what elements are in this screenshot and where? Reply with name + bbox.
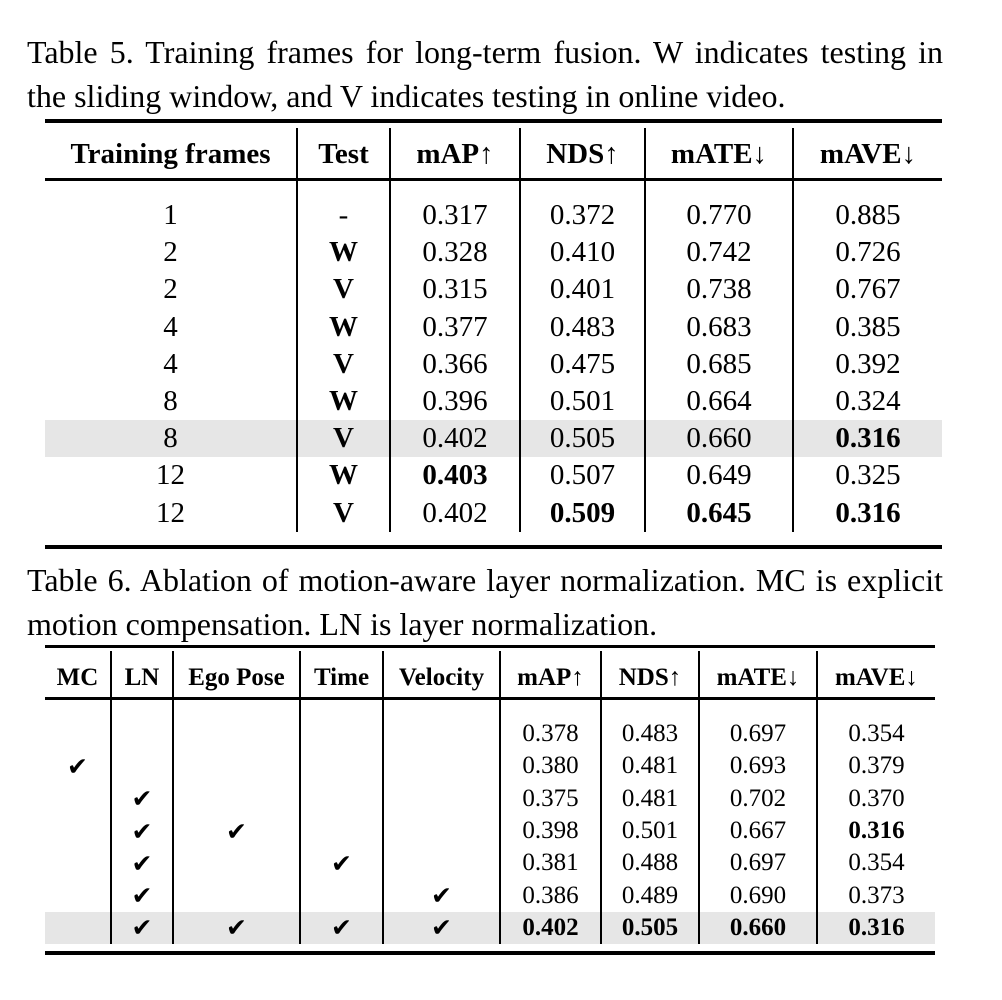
cell: 0.483: [520, 309, 645, 346]
cell: 0.742: [645, 234, 793, 271]
cell: 0.366: [390, 346, 520, 383]
table-row: [45, 197, 942, 234]
cell: [383, 847, 500, 879]
cell: 0.505: [601, 912, 699, 944]
table-row: [45, 495, 942, 532]
cell: 0.885: [835, 199, 901, 232]
table5-header-map: mAP↑: [390, 128, 520, 181]
table6-header-ego-pose: Ego Pose: [173, 651, 300, 704]
cell: 0.489: [601, 879, 699, 911]
table6-header-mc: MC: [45, 651, 111, 704]
cell: [173, 750, 300, 782]
check-icon: ✔: [383, 879, 500, 911]
table-row-highlighted: [45, 912, 935, 944]
cell: 12: [45, 495, 297, 532]
table5-header-mave: mAVE↓: [819, 138, 917, 170]
table5-bottom-rule: [45, 545, 942, 549]
table-row: [45, 271, 942, 308]
cell: 0.370: [848, 784, 905, 812]
cell: 0.386: [500, 879, 601, 911]
cell: 0.401: [520, 271, 645, 308]
cell: W: [297, 383, 390, 420]
cell: V: [297, 495, 390, 532]
cell: 0.770: [645, 197, 793, 234]
cell: 0.315: [390, 271, 520, 308]
cell: 0.690: [699, 879, 817, 911]
cell: 0.385: [835, 310, 901, 343]
cell: [111, 718, 173, 750]
cell: 0.410: [520, 234, 645, 271]
cell: W: [297, 309, 390, 346]
cell: 0.373: [848, 881, 905, 909]
cell: 0.649: [645, 457, 793, 494]
table-row: [45, 346, 942, 383]
cell: 0.645: [645, 495, 793, 532]
cell: 0.324: [835, 385, 901, 418]
cell: W: [297, 457, 390, 494]
table6-header-velocity: Velocity: [383, 651, 500, 704]
check-icon: ✔: [45, 750, 111, 782]
table6: [45, 651, 935, 944]
cell: 1: [45, 197, 297, 234]
table5-top-rule: [45, 119, 942, 123]
cell: 0.738: [645, 271, 793, 308]
table5-caption: Table 5. Training frames for long-term fusion. W indicates testing in the sliding window, and V indicates testing in online video.: [27, 34, 943, 114]
cell: 0.392: [835, 347, 901, 380]
cell: 0.317: [390, 197, 520, 234]
cell: V: [297, 420, 390, 457]
cell: 12: [45, 457, 297, 494]
check-icon: ✔: [173, 815, 300, 847]
cell: [383, 750, 500, 782]
cell: 0.379: [848, 752, 905, 780]
cell: [173, 879, 300, 911]
cell: 0.667: [699, 815, 817, 847]
cell: 4: [45, 309, 297, 346]
check-icon: ✔: [300, 912, 383, 944]
table6-header-nds: NDS↑: [601, 651, 699, 704]
cell: 0.316: [817, 912, 935, 944]
cell: [111, 750, 173, 782]
cell: W: [297, 234, 390, 271]
cell: 0.693: [699, 750, 817, 782]
check-icon: ✔: [111, 783, 173, 815]
cell: 0.396: [390, 383, 520, 420]
cell: 0.660: [645, 420, 793, 457]
cell: 0.354: [848, 849, 905, 877]
cell: 0.378: [500, 718, 601, 750]
cell: 8: [45, 383, 297, 420]
table6-header-row: [45, 651, 935, 704]
cell: 0.380: [500, 750, 601, 782]
check-icon: ✔: [111, 847, 173, 879]
cell: [173, 783, 300, 815]
cell: 0.509: [520, 495, 645, 532]
table-row: [45, 815, 935, 847]
cell: 0.372: [520, 197, 645, 234]
table5-header-training-frames: Training frames: [45, 128, 297, 181]
cell: 0.316: [848, 817, 905, 845]
cell: 0.501: [601, 815, 699, 847]
cell: [300, 783, 383, 815]
cell: 2: [45, 271, 297, 308]
cell: [383, 783, 500, 815]
table-row: [45, 718, 935, 750]
cell: 0.481: [601, 750, 699, 782]
table5-header-mate: mATE↓: [645, 128, 793, 181]
cell: [45, 815, 111, 847]
cell: V: [297, 346, 390, 383]
cell: 0.660: [699, 912, 817, 944]
table5-header-row: [45, 128, 942, 181]
table6-header-ln: LN: [111, 651, 173, 704]
cell: 0.481: [601, 783, 699, 815]
table-row: [45, 309, 942, 346]
cell: 0.702: [699, 783, 817, 815]
cell: 0.683: [645, 309, 793, 346]
cell: [45, 847, 111, 879]
cell: 0.767: [835, 273, 901, 306]
cell: [173, 718, 300, 750]
cell: 0.377: [390, 309, 520, 346]
cell: 0.398: [500, 815, 601, 847]
table-row: [45, 234, 942, 271]
cell: 0.402: [500, 912, 601, 944]
cell: 0.697: [699, 718, 817, 750]
cell: 0.325: [835, 459, 901, 492]
cell: 0.316: [793, 420, 942, 457]
check-icon: ✔: [111, 879, 173, 911]
cell: 2: [45, 234, 297, 271]
cell: 0.402: [390, 495, 520, 532]
cell: [45, 718, 111, 750]
cell: 0.483: [601, 718, 699, 750]
table6-bottom-rule: [45, 951, 935, 955]
table-row: [45, 750, 935, 782]
cell: [45, 912, 111, 944]
cell: 0.664: [645, 383, 793, 420]
cell: 0.328: [390, 234, 520, 271]
cell: 0.488: [601, 847, 699, 879]
table6-caption: Table 6. Ablation of motion-aware layer normalization. MC is explicit motion compensation. LN is layer normalization.: [27, 562, 943, 642]
cell: 0.505: [520, 420, 645, 457]
cell: 0.375: [500, 783, 601, 815]
check-icon: ✔: [383, 912, 500, 944]
cell: [300, 879, 383, 911]
table5: [45, 128, 942, 532]
table5-header-test: Test: [297, 128, 390, 181]
cell: 0.726: [835, 236, 901, 269]
cell: [45, 879, 111, 911]
check-icon: ✔: [173, 912, 300, 944]
check-icon: ✔: [111, 815, 173, 847]
table-row: [45, 457, 942, 494]
cell: 0.685: [645, 346, 793, 383]
cell: V: [297, 271, 390, 308]
cell: [300, 718, 383, 750]
table6-header-mave: mAVE↓: [835, 663, 918, 691]
cell: 4: [45, 346, 297, 383]
cell: 0.403: [390, 457, 520, 494]
table-row: [45, 783, 935, 815]
table-row: [45, 847, 935, 879]
cell: [300, 815, 383, 847]
cell: [300, 750, 383, 782]
check-icon: ✔: [111, 912, 173, 944]
cell: 0.402: [390, 420, 520, 457]
cell: 0.354: [848, 720, 905, 748]
cell: -: [297, 197, 390, 234]
cell: 0.697: [699, 847, 817, 879]
cell: 8: [45, 420, 297, 457]
table-row: [45, 383, 942, 420]
cell: [383, 815, 500, 847]
table6-header-map: mAP↑: [500, 651, 601, 704]
table-row: [45, 879, 935, 911]
cell: [173, 847, 300, 879]
cell: 0.507: [520, 457, 645, 494]
table-row-highlighted: [45, 420, 942, 457]
check-icon: ✔: [300, 847, 383, 879]
table6-header-mate: mATE↓: [699, 651, 817, 704]
table6-top-rule: [45, 645, 935, 648]
cell: 0.381: [500, 847, 601, 879]
cell: 0.475: [520, 346, 645, 383]
table5-header-nds: NDS↑: [520, 128, 645, 181]
cell: 0.316: [835, 496, 901, 529]
table6-header-time: Time: [300, 651, 383, 704]
cell: [383, 718, 500, 750]
cell: 0.501: [520, 383, 645, 420]
cell: [45, 783, 111, 815]
